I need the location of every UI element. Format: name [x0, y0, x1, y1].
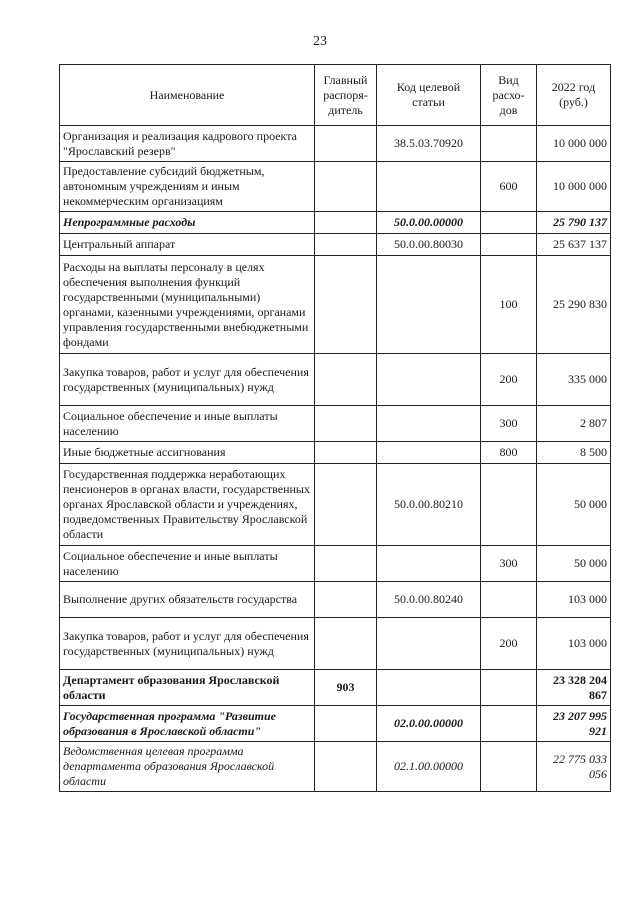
row-code: 38.5.03.70920: [377, 126, 481, 162]
row-glavny: [315, 126, 377, 162]
row-sum: 103 000: [537, 618, 611, 670]
page-number: 23: [313, 34, 327, 49]
row-name: Организация и реализация кадрового проекта "Ярославский резерв": [60, 126, 315, 162]
table-row: [60, 706, 611, 742]
row-sum: 25 790 137: [537, 212, 611, 234]
row-code: [377, 406, 481, 442]
row-vid: [481, 742, 537, 792]
row-sum: 23 207 995 921: [537, 706, 611, 742]
row-sum: 10 000 000: [537, 162, 611, 212]
row-name: Предоставление субсидий бюджетным, автономным учреждениям и иным некоммерческим организациям: [60, 162, 315, 212]
budget-table: [59, 64, 611, 792]
row-sum: 10 000 000: [537, 126, 611, 162]
row-glavny: [315, 618, 377, 670]
row-name: Департамент образования Ярославской области: [60, 670, 315, 706]
row-vid: 800: [481, 442, 537, 464]
row-name: Выполнение других обязательств государства: [60, 582, 315, 618]
row-code: [377, 618, 481, 670]
row-glavny: [315, 442, 377, 464]
row-name: Социальное обеспечение и иные выплаты населению: [60, 546, 315, 582]
row-vid: [481, 126, 537, 162]
header-glavny: Главный распоря-дитель: [315, 65, 377, 126]
row-glavny: [315, 546, 377, 582]
row-code: [377, 256, 481, 354]
row-code: 50.0.00.00000: [377, 212, 481, 234]
table-row: [60, 256, 611, 354]
row-vid: 600: [481, 162, 537, 212]
row-glavny: [315, 706, 377, 742]
row-glavny: [315, 582, 377, 618]
row-vid: [481, 464, 537, 546]
row-code: [377, 162, 481, 212]
table-header-row: [60, 65, 611, 126]
row-code: [377, 442, 481, 464]
row-name: Государственная поддержка неработающих пенсионеров в органах власти, государственных органах Ярославской области и учреждениях, подведомственных Правительству Ярославской области: [60, 464, 315, 546]
table-row: [60, 162, 611, 212]
header-vid: Вид расхо-дов: [481, 65, 537, 126]
row-sum: 8 500: [537, 442, 611, 464]
row-glavny: [315, 464, 377, 546]
row-code: 50.0.00.80030: [377, 234, 481, 256]
row-sum: 25 290 830: [537, 256, 611, 354]
table-row: [60, 670, 611, 706]
table-row: [60, 618, 611, 670]
row-vid: [481, 706, 537, 742]
row-vid: [481, 212, 537, 234]
row-name: Социальное обеспечение и иные выплаты населению: [60, 406, 315, 442]
row-sum: 50 000: [537, 546, 611, 582]
row-name: Центральный аппарат: [60, 234, 315, 256]
table-row: [60, 742, 611, 792]
row-sum: 50 000: [537, 464, 611, 546]
row-glavny: [315, 234, 377, 256]
row-vid: 100: [481, 256, 537, 354]
row-vid: 200: [481, 618, 537, 670]
header-year: 2022 год (руб.): [537, 65, 611, 126]
table-row: [60, 582, 611, 618]
row-sum: 335 000: [537, 354, 611, 406]
row-sum: 23 328 204 867: [537, 670, 611, 706]
row-code: 50.0.00.80240: [377, 582, 481, 618]
table-row: [60, 546, 611, 582]
table-row: [60, 442, 611, 464]
row-code: [377, 670, 481, 706]
table-row: [60, 212, 611, 234]
row-glavny: [315, 162, 377, 212]
row-name: Государственная программа "Развитие образования в Ярославской области": [60, 706, 315, 742]
row-name: Закупка товаров, работ и услуг для обеспечения государственных (муниципальных) нужд: [60, 618, 315, 670]
table-row: [60, 126, 611, 162]
row-code: 50.0.00.80210: [377, 464, 481, 546]
table-row: [60, 464, 611, 546]
row-vid: [481, 582, 537, 618]
row-sum: 22 775 033 056: [537, 742, 611, 792]
row-vid: [481, 670, 537, 706]
table-row: [60, 234, 611, 256]
header-name: Наименование: [60, 65, 315, 126]
row-vid: 200: [481, 354, 537, 406]
row-name: Непрограммные расходы: [60, 212, 315, 234]
row-code: [377, 546, 481, 582]
row-sum: 25 637 137: [537, 234, 611, 256]
row-sum: 103 000: [537, 582, 611, 618]
row-code: 02.1.00.00000: [377, 742, 481, 792]
header-kod: Код целевой статьи: [377, 65, 481, 126]
row-name: Иные бюджетные ассигнования: [60, 442, 315, 464]
row-glavny: [315, 406, 377, 442]
row-glavny: [315, 742, 377, 792]
row-name: Ведомственная целевая программа департамента образования Ярославской области: [60, 742, 315, 792]
row-code: [377, 354, 481, 406]
row-sum: 2 807: [537, 406, 611, 442]
row-vid: 300: [481, 546, 537, 582]
row-name: Расходы на выплаты персоналу в целях обеспечения выполнения функций государственными (муниципальными) органами, казенными учреждениями, органами управления государственными внебюджетными фондами: [60, 256, 315, 354]
row-glavny: [315, 212, 377, 234]
row-glavny: [315, 256, 377, 354]
row-glavny: [315, 354, 377, 406]
row-vid: 300: [481, 406, 537, 442]
row-code: 02.0.00.00000: [377, 706, 481, 742]
row-glavny: 903: [315, 670, 377, 706]
table-row: [60, 354, 611, 406]
table-row: [60, 406, 611, 442]
row-vid: [481, 234, 537, 256]
row-name: Закупка товаров, работ и услуг для обеспечения государственных (муниципальных) нужд: [60, 354, 315, 406]
